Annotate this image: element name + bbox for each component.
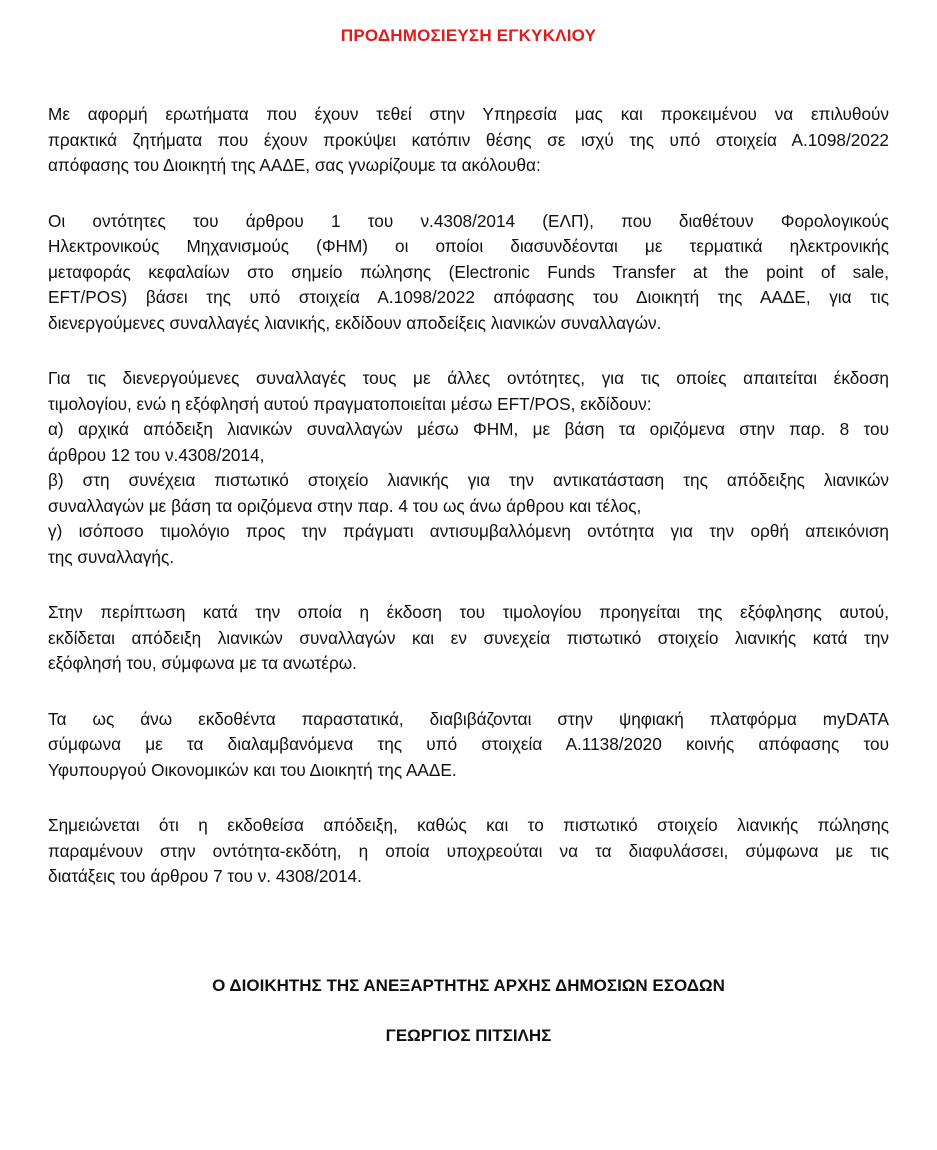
paragraph-entities bbox=[48, 209, 889, 337]
paragraph-intro bbox=[48, 102, 889, 179]
paragraph-line: EFT/POS) βάσει της υπό στοιχεία Α.1098/2022 απόφασης του Διοικητή της ΑΑΔΕ, για τις bbox=[48, 287, 889, 307]
signature-name: ΓΕΩΡΓΙΟΣ ΠΙΤΣΙΛΗΣ bbox=[385, 1025, 552, 1045]
paragraph-invoice-procedure bbox=[48, 366, 889, 570]
paragraph-line: απόφασης του Διοικητή της ΑΑΔΕ, σας γνωρίζουμε τα ακόλουθα: bbox=[48, 155, 541, 175]
document-title: ΠΡΟΔΗΜΟΣΙΕΥΣΗ ΕΓΚΥΚΛΙΟΥ bbox=[340, 26, 597, 45]
paragraph-retention bbox=[48, 813, 889, 890]
paragraph-mydata bbox=[48, 707, 889, 784]
paragraph-line: της συναλλαγής. bbox=[48, 546, 175, 567]
paragraph-line: τιμολογίου, ενώ η εξόφλησή αυτού πραγματοποιείται μέσω EFT/POS, εκδίδουν: bbox=[48, 393, 652, 414]
paragraph-line: Για τις διενεργούμενες συναλλαγές τους με άλλες οντότητες, για τις οποίες απαιτείται έκδοση bbox=[48, 368, 889, 388]
paragraph-line: Τα ως άνω εκδοθέντα παραστατικά, διαβιβάζονται στην ψηφιακή πλατφόρμα myDATA bbox=[48, 708, 889, 729]
paragraph-line: διενεργούμενες συναλλαγές λιανικής, εκδίδουν αποδείξεις λιανικών συναλλαγών. bbox=[48, 312, 662, 333]
paragraph-line: άρθρου 12 του ν.4308/2014, bbox=[48, 444, 265, 465]
paragraph-line: σύμφωνα με τα διαλαμβανόμενα της υπό στοιχεία Α.1138/2020 κοινής απόφασης του bbox=[48, 734, 889, 754]
paragraph-line: Με αφορμή ερωτήματα που έχουν τεθεί στην Υπηρεσία μας και προκειμένου να επιλυθούν bbox=[48, 104, 889, 124]
paragraph-line: γ) ισόποσο τιμολόγιο προς την πράγματι αντισυμβαλλόμενη οντότητα για την ορθή απεικόνιση bbox=[48, 521, 889, 541]
paragraph-line: πρακτικά ζητήματα που έχουν προκύψει κατόπιν θέσης σε ισχύ της υπό στοιχεία Α.1098/2022 bbox=[48, 129, 889, 150]
paragraph-line: συναλλαγών με βάση τα οριζόμενα στην παρ. 4 του ως άνω άρθρου και τέλος, bbox=[48, 495, 642, 516]
paragraph-line: παραμένουν στην οντότητα-εκδότη, η οποία υποχρεούται να τα διαφυλάσσει, σύμφωνα με τις bbox=[48, 840, 889, 861]
paragraph-invoice-before-payment bbox=[48, 600, 889, 677]
paragraph-line: Υφυπουργού Οικονομικών και του Διοικητή της ΑΑΔΕ. bbox=[48, 759, 457, 780]
paragraph-line: Στην περίπτωση κατά την οποία η έκδοση του τιμολογίου προηγείται της εξόφλησης αυτού, bbox=[48, 602, 889, 622]
paragraph-line: διατάξεις του άρθρου 7 του ν. 4308/2014. bbox=[48, 866, 362, 886]
paragraph-line: εξόφλησή του, σύμφωνα με τα ανωτέρω. bbox=[48, 653, 357, 673]
paragraph-line: Ηλεκτρονικούς Μηχανισμούς (ΦΗΜ) οι οποίοι διασυνδέονται με τερματικά ηλεκτρονικής bbox=[48, 236, 889, 256]
paragraph-line: Σημειώνεται ότι η εκδοθείσα απόδειξη, καθώς και το πιστωτικό στοιχείο λιανικής πώλησης bbox=[48, 815, 889, 835]
document-body bbox=[48, 102, 889, 890]
paragraph-line: Οι οντότητες του άρθρου 1 του ν.4308/2014 (ΕΛΠ), που διαθέτουν Φορολογικούς bbox=[48, 210, 889, 231]
paragraph-line: β) στη συνέχεια πιστωτικό στοιχείο λιανικής για την αντικατάσταση της απόδειξης λιανικών bbox=[48, 470, 889, 490]
paragraph-line: εκδίδεται απόδειξη λιανικών συναλλαγών και εν συνεχεία πιστωτικό στοιχείο λιανικής κατά την bbox=[48, 627, 889, 648]
paragraph-line: μεταφοράς κεφαλαίων στο σημείο πώλησης (Electronic Funds Transfer at the point of sale, bbox=[48, 261, 889, 282]
signature-office: Ο ΔΙΟΙΚΗΤΗΣ ΤΗΣ ΑΝΕΞΑΡΤΗΤΗΣ ΑΡΧΗΣ ΔΗΜΟΣΙΩΝ ΕΣΟΔΩΝ bbox=[212, 975, 725, 995]
paragraph-line: α) αρχικά απόδειξη λιανικών συναλλαγών μέσω ΦΗΜ, με βάση τα οριζόμενα στην παρ. 8 του bbox=[48, 419, 889, 439]
